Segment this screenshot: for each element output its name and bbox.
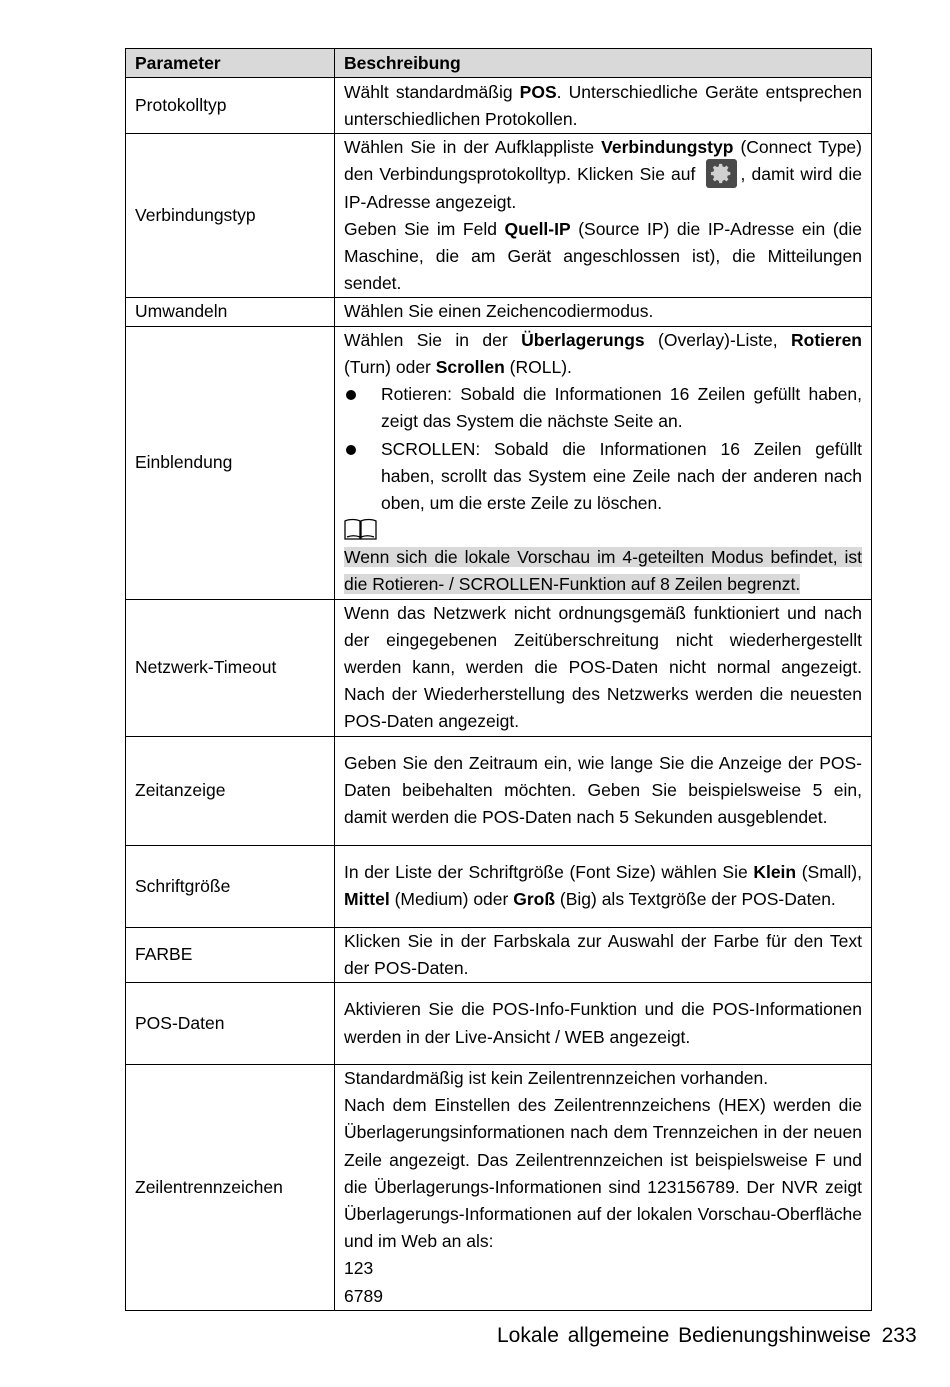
param-name: Schriftgröße xyxy=(126,845,335,927)
param-name: Einblendung xyxy=(126,326,335,599)
desc-paragraph: Standardmäßig ist kein Zeilentrennzeichen vorhanden. xyxy=(344,1068,769,1089)
desc-text: (Medium) oder xyxy=(389,889,514,910)
table-row xyxy=(126,845,872,927)
desc-bold: Quell-IP xyxy=(504,218,571,239)
desc-bold: Groß xyxy=(513,889,556,910)
table-row xyxy=(126,1065,872,1311)
desc-bold: Überlagerungs xyxy=(521,329,645,350)
desc-bold: Klein xyxy=(753,861,797,882)
desc-text: (Turn) oder xyxy=(344,356,436,377)
param-description xyxy=(335,134,872,298)
desc-bold: Mittel xyxy=(344,889,390,910)
desc-paragraph xyxy=(344,134,862,216)
desc-bold: Verbindungstyp xyxy=(601,137,734,158)
desc-text: Wählen Sie in der Aufklappliste xyxy=(344,137,602,158)
desc-paragraph xyxy=(344,216,862,298)
bullet-list xyxy=(344,381,862,517)
param-description xyxy=(335,326,872,599)
parameter-table xyxy=(125,48,872,1311)
page-footer xyxy=(497,1324,917,1348)
param-description: Wenn das Netzwerk nicht ordnungsgemäß funktioniert und nach der eingegebenen Zeitüberschreitung nicht wiederhergestellt werden kann, werden die POS-Daten nicht normal angezeigt. Nach der Wiederherstellung des Netzwerks werden die neuesten POS-Daten angezeigt. xyxy=(335,599,872,736)
table-row xyxy=(126,78,872,134)
desc-text: , damit wird die IP-Adresse angezeigt. xyxy=(344,164,862,212)
table-row xyxy=(126,927,872,982)
desc-paragraph: Nach dem Einstellen des Zeilentrennzeichens (HEX) werden die Überlagerungsinformationen nach dem Trennzeichen in der neuen Zeile angezeigt. Das Zeilentrennzeichen ist beispielsweise F und die Überlagerungs-Informationen sind 123156789. Der NVR zeigt Überlagerungs-Informationen auf der lokalen Vorschau-Oberfläche und im Web an als: xyxy=(344,1095,862,1252)
footer-title: Lokale allgemeine Bedienungshinweise xyxy=(497,1324,871,1347)
table-row xyxy=(126,134,872,298)
param-name: Netzwerk-Timeout xyxy=(126,599,335,736)
page-number: 233 xyxy=(881,1324,917,1347)
header-parameter: Parameter xyxy=(126,49,335,78)
desc-text: In der Liste der Schriftgröße (Font Size) wählen Sie xyxy=(344,861,754,882)
desc-paragraph: 6789 xyxy=(344,1285,383,1306)
desc-text: (Big) als Textgröße der POS-Daten. xyxy=(555,889,836,910)
desc-text: Geben Sie im Feld xyxy=(344,218,505,239)
desc-text: (Source IP) die IP-Adresse ein (die Maschine, die am Gerät angeschlossen ist), die Mitteilungen sendet. xyxy=(344,218,863,294)
param-name: Verbindungstyp xyxy=(126,134,335,298)
param-name: FARBE xyxy=(126,927,335,982)
desc-text: (ROLL). xyxy=(504,356,572,377)
desc-bold: Rotieren xyxy=(791,329,862,350)
param-name: Umwandeln xyxy=(126,298,335,326)
list-item: SCROLLEN: Sobald die Informationen 16 Zeilen gefüllt haben, scrollt das System eine Zeile nach der anderen nach oben, um die erste Zeile zu löschen. xyxy=(344,436,862,518)
note-text: Wenn sich die lokale Vorschau im 4-geteilten Modus befindet, ist die Rotieren- / SCROLLEN-Funktion auf 8 Zeilen begrenzt. xyxy=(344,547,862,595)
desc-text: (Small), xyxy=(796,861,863,882)
desc-text: (Overlay)-Liste, xyxy=(644,329,792,350)
table-row xyxy=(126,599,872,736)
param-name: Zeilentrennzeichen xyxy=(126,1065,335,1311)
desc-paragraph xyxy=(344,327,862,381)
param-description xyxy=(335,845,872,927)
desc-text: Wählen Sie in der xyxy=(344,329,522,350)
table-row xyxy=(126,983,872,1065)
desc-paragraph: 123 xyxy=(344,1258,374,1279)
desc-bold: POS xyxy=(519,81,557,102)
param-name: POS-Daten xyxy=(126,983,335,1065)
param-description xyxy=(335,1065,872,1311)
desc-text: Wählt standardmäßig xyxy=(344,81,520,102)
param-name: Protokolltyp xyxy=(126,78,335,134)
param-description: Aktivieren Sie die POS-Info-Funktion und die POS-Informationen werden in der Live-Ansicht / WEB angezeigt. xyxy=(335,983,872,1065)
table-header-row xyxy=(126,49,872,78)
desc-text: (Connect Type) den Verbindungsprotokolltyp. Klicken Sie auf xyxy=(344,137,862,185)
book-note-icon xyxy=(344,517,862,544)
table-row xyxy=(126,736,872,845)
list-item: Rotieren: Sobald die Informationen 16 Zeilen gefüllt haben, zeigt das System die nächste Seite an. xyxy=(344,381,862,435)
desc-text: . Unterschiedliche Geräte entsprechen unterschiedlichen Protokollen. xyxy=(344,81,862,129)
gear-icon xyxy=(706,159,737,188)
param-description xyxy=(335,78,872,134)
header-beschreibung: Beschreibung xyxy=(335,49,872,78)
param-description: Wählen Sie einen Zeichencodiermodus. xyxy=(335,298,872,326)
param-description: Geben Sie den Zeitraum ein, wie lange Sie die Anzeige der POS-Daten beibehalten möchten. Geben Sie beispielsweise 5 ein, damit werden die POS-Daten nach 5 Sekunden ausgeblendet. xyxy=(335,736,872,845)
table-row xyxy=(126,326,872,599)
param-description: Klicken Sie in der Farbskala zur Auswahl der Farbe für den Text der POS-Daten. xyxy=(335,927,872,982)
param-name: Zeitanzeige xyxy=(126,736,335,845)
table-row xyxy=(126,298,872,326)
desc-bold: Scrollen xyxy=(435,356,505,377)
